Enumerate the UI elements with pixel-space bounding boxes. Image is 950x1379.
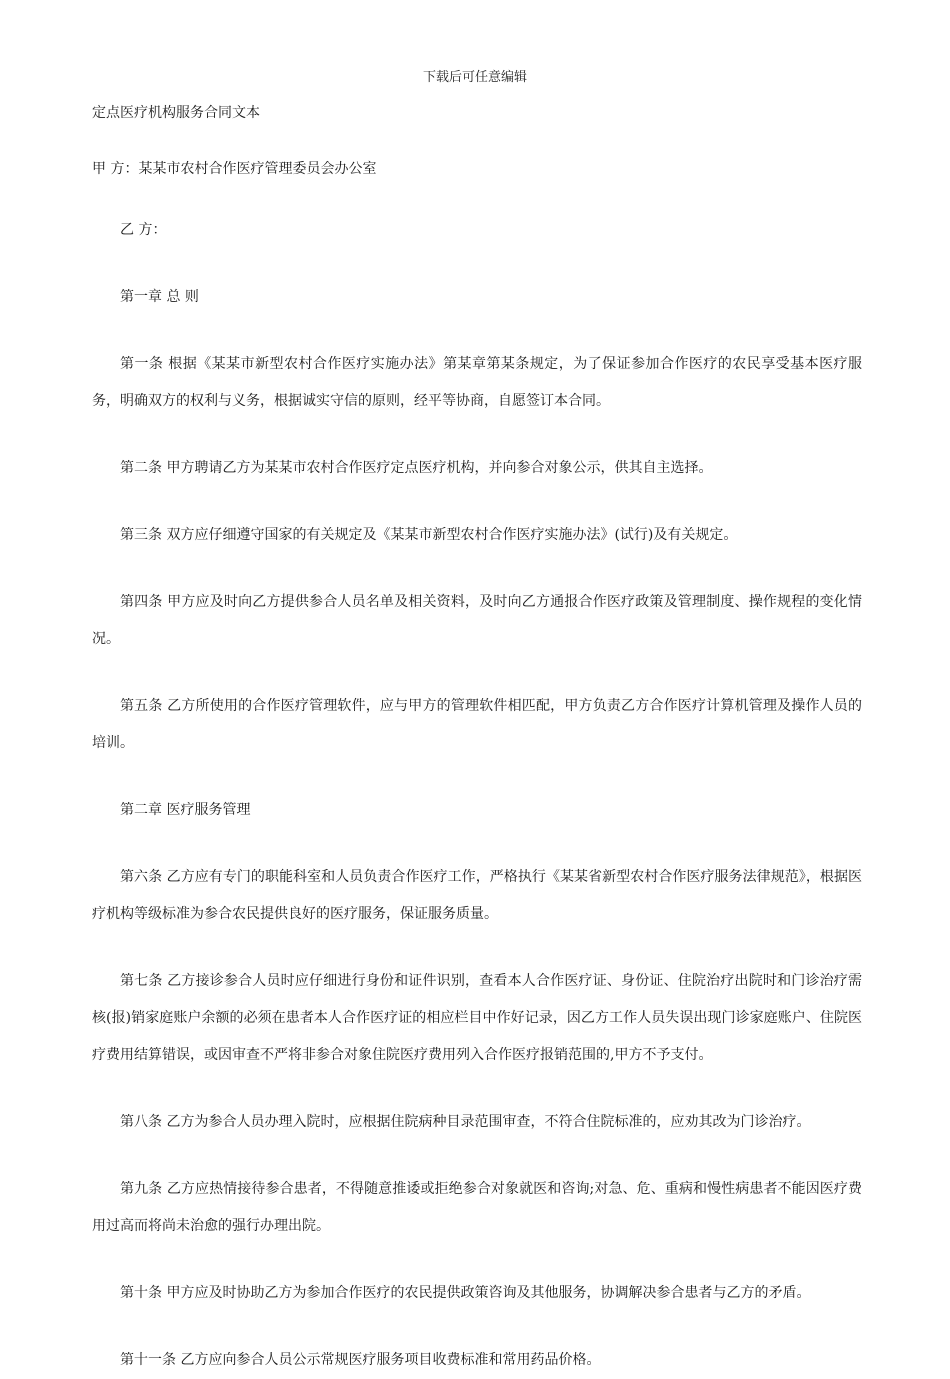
article-2: 第二条 甲方聘请乙方为某某市农村合作医疗定点医疗机构，并向参合对象公示，供其自主选择。 [120, 460, 713, 476]
document-title: 定点医疗机构服务合同文本 [92, 105, 260, 121]
chapter-2-heading: 第二章 医疗服务管理 [120, 802, 251, 818]
article-3: 第三条 双方应仔细遵守国家的有关规定及《某某市新型农村合作医疗实施办法》(试行)及有关规定。 [120, 527, 738, 543]
party-a-line: 甲 方：某某市农村合作医疗管理委员会办公室 [92, 161, 377, 177]
page-header: 下载后可任意编辑 [422, 70, 527, 85]
article-7: 第七条 乙方接诊参合人员时应仔细进行身份和证件识别，查看本人合作医疗证、身份证、住院治疗出院时和门诊治疗需核(报)销家庭账户余额的必须在患者本人合作医疗证的相应栏目中作好记录，因乙方工作人员失误出现门诊家庭账户、住院医疗费用结算错误，或因审查不严将非参合对象住院医疗费用列入合作医疗报销范围的,甲方不予支付。 [92, 973, 862, 1063]
party-b-line: 乙 方： [120, 222, 167, 238]
article-1: 第一条 根据《某某市新型农村合作医疗实施办法》第某章第某条规定，为了保证参加合作医疗的农民享受基本医疗服务，明确双方的权利与义务，根据诚实守信的原则，经平等协商，自愿签订本合同。 [92, 356, 862, 409]
article-5: 第五条 乙方所使用的合作医疗管理软件，应与甲方的管理软件相匹配，甲方负责乙方合作医疗计算机管理及操作人员的培训。 [92, 698, 862, 751]
article-6: 第六条 乙方应有专门的职能科室和人员负责合作医疗工作，严格执行《某某省新型农村合作医疗服务法律规范》，根据医疗机构等级标准为参合农民提供良好的医疗服务，保证服务质量。 [92, 869, 862, 922]
article-8: 第八条 乙方为参合人员办理入院时，应根据住院病种目录范围审查，不符合住院标准的，应劝其改为门诊治疗。 [120, 1114, 811, 1130]
chapter-1-heading: 第一章 总 则 [120, 289, 199, 305]
article-4: 第四条 甲方应及时向乙方提供参合人员名单及相关资料，及时向乙方通报合作医疗政策及管理制度、操作规程的变化情况。 [92, 594, 862, 647]
article-10: 第十条 甲方应及时协助乙方为参加合作医疗的农民提供政策咨询及其他服务，协调解决参合患者与乙方的矛盾。 [120, 1285, 811, 1301]
article-11: 第十一条 乙方应向参合人员公示常规医疗服务项目收费标准和常用药品价格。 [120, 1352, 601, 1368]
article-9: 第九条 乙方应热情接待参合患者，不得随意推诿或拒绝参合对象就医和咨询;对急、危、重病和慢性病患者不能因医疗费用过高而将尚未治愈的强行办理出院。 [92, 1181, 862, 1234]
document-body [92, 100, 862, 1379]
